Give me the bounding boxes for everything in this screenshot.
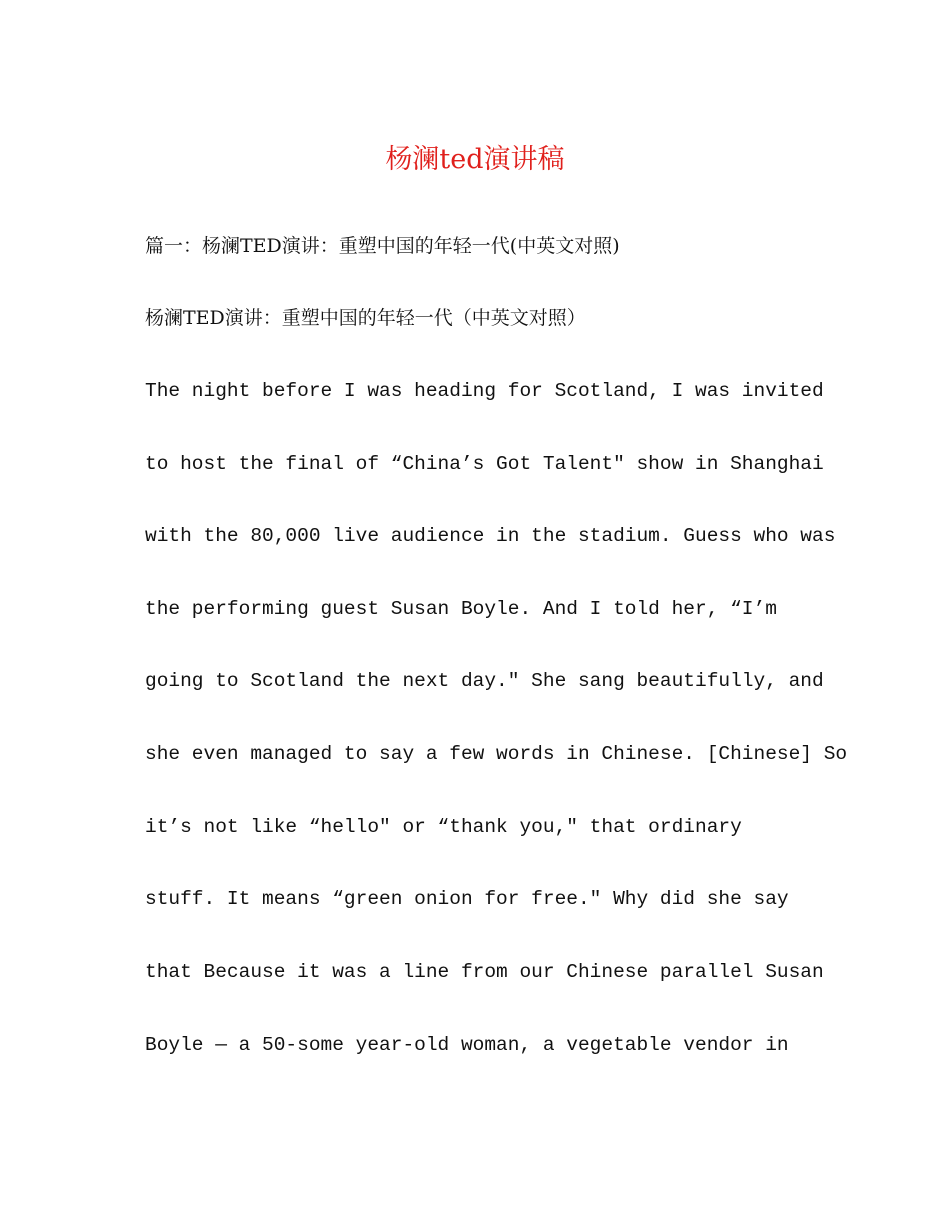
subheading: 杨澜TED演讲：重塑中国的年轻一代（中英文对照） xyxy=(145,307,586,329)
body-line: the performing guest Susan Boyle. And I told her, “I’m xyxy=(145,598,777,620)
body-line: it’s not like “hello″ or “thank you,″ that ordinary xyxy=(145,816,742,838)
body-line: going to Scotland the next day.″ She sang beautifully, and xyxy=(145,670,824,692)
body-line: she even managed to say a few words in Chinese. [Chinese] So xyxy=(145,743,848,765)
section-heading: 篇一：杨澜TED演讲：重塑中国的年轻一代(中英文对照) xyxy=(145,235,620,257)
body-line: that Because it was a line from our Chinese parallel Susan xyxy=(145,961,824,983)
body-line: The night before I was heading for Scotland, I was invited xyxy=(145,380,824,402)
body-line: Boyle — a 50-some year-old woman, a vegetable vendor in xyxy=(145,1034,789,1056)
body-line: with the 80,000 live audience in the stadium. Guess who was xyxy=(145,525,836,547)
body-line: to host the final of “China’s Got Talent″ show in Shanghai xyxy=(145,453,824,475)
document-title: 杨澜ted演讲稿 xyxy=(385,144,565,175)
body-line: stuff. It means “green onion for free.″ Why did she say xyxy=(145,888,789,910)
